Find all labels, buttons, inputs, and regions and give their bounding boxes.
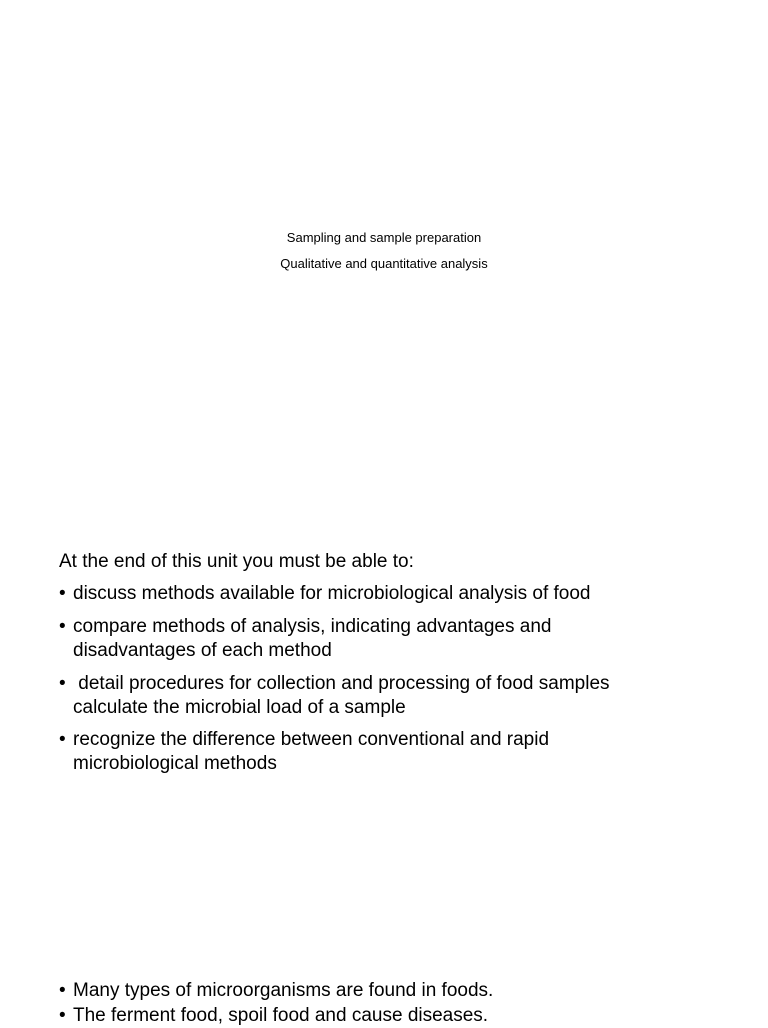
page-1-line-2: Qualitative and quantitative analysis	[280, 256, 488, 271]
page-1-line-1: Sampling and sample preparation	[286, 230, 482, 245]
bullet-icon: •	[59, 729, 66, 750]
objective-text: detail procedures for collection and processing of food samples	[73, 673, 610, 694]
objective-item	[59, 615, 551, 663]
list-item-text: Many types of microorganisms are found in foods.	[73, 980, 494, 1001]
objectives-heading: At the end of this unit you must be able to:	[59, 551, 414, 572]
list-item	[59, 1004, 488, 1028]
bullet-icon: •	[59, 980, 66, 1001]
objective-text: compare methods of analysis, indicating advantages and	[73, 616, 552, 637]
objective-text: discuss methods available for microbiological analysis of food	[73, 583, 591, 604]
objective-item	[59, 728, 549, 776]
bullet-icon: •	[59, 616, 66, 637]
objective-text: microbiological methods	[73, 753, 277, 774]
bullet-icon: •	[59, 583, 66, 604]
list-item-text: The ferment food, spoil food and cause diseases.	[73, 1005, 489, 1026]
bullet-icon: •	[59, 1005, 66, 1026]
objective-item	[59, 672, 610, 720]
objective-text: calculate the microbial load of a sample	[73, 697, 406, 718]
objective-text: disadvantages of each method	[73, 640, 332, 661]
bullet-icon: •	[59, 673, 66, 694]
list-item	[59, 979, 493, 1003]
objective-item	[59, 582, 590, 606]
objective-text: recognize the difference between conventional and rapid	[73, 729, 550, 750]
